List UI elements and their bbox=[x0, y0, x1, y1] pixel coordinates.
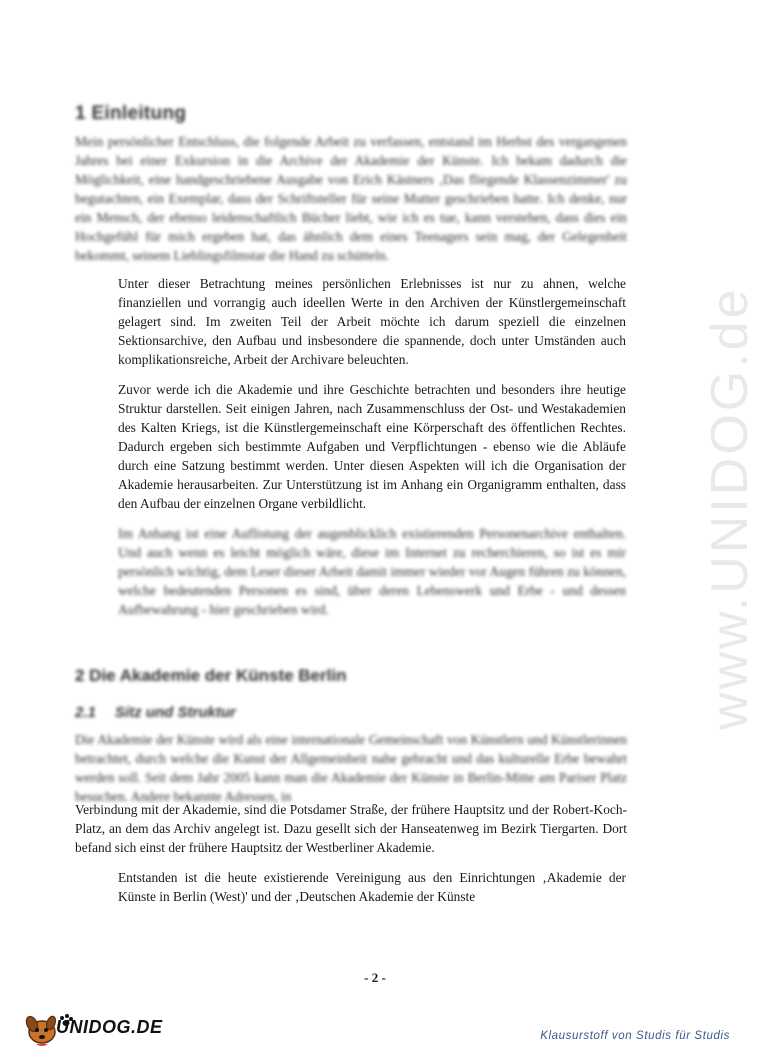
section-2-paragraph-1: Verbindung mit der Akademie, sind die Potsdamer Straße, der frühere Hauptsitz und der Robert-Koch-Platz, an dem das Archiv angelegt ist. Dazu gesellt sich der Hanseatenweg im Bezirk Tiergarten. Dort befand sich einst der frühere Hauptsitz der Westberliner Akademie. bbox=[75, 802, 627, 855]
section-1-heading: 1 Einleitung bbox=[75, 103, 187, 124]
section-2-heading: 2 Die Akademie der Künste Berlin bbox=[75, 666, 347, 685]
page-number: - 2 - bbox=[364, 970, 386, 985]
intro-paragraph: Mein persönlicher Entschluss, die folgende Arbeit zu verfassen, entstand im Herbst des vergangenen Jahres bei einer Exkursion in die Archive der Akademie der Künste. Ich bekam dadurch die Möglichkeit, eine handgeschriebene Ausgabe von Erich Kästners ‚Das fliegende Klassenzimmer' zu begutachten, ein Exemplar, dass der Schriftsteller für seine Mutter geschrieben hatte. Ich denke, nur ein Mensch, der ebenso leidenschaftlich Bücher liebt, wie ich es tue, kann verstehen, dass dies ein Hochgefühl für mich ergeben hat, das ähnlich dem eines Teenagers sein mag, der Gelegenheit bekommt, seinem Lieblingsfilmstar die Hand zu schütteln. bbox=[75, 134, 627, 263]
site-watermark: www.UNIDOG.de bbox=[701, 286, 759, 730]
subsection-title: Sitz und Struktur bbox=[115, 704, 236, 721]
section-1-paragraph-2: Zuvor werde ich die Akademie und ihre Geschichte betrachten und besonders ihre heutige Struktur darstellen. Seit einigen Jahren, nach Zusammenschluss der Ost- und Westakademien des Kalten Kriegs, ist die Künstlergemeinschaft eine Körperschaft des öffentlichen Rechtes. Dadurch ergeben sich bestimmte Aufgaben und Verpflichtungen - ebenso wie die Abläufe durch eine Satzung bestimmt werden. Unter diesen Aspekten will ich die Organisation der Akademie herausarbeiten. Zur Unterstützung ist im Anhang ein Organigramm enthalten, dass den Aufbau der einzelnen Organe verbildlicht. bbox=[118, 382, 626, 511]
section-2-paragraph-2: Entstanden ist die heute existierende Vereinigung aus den Einrichtungen ‚Akademie der Künste in Berlin (West)' und der ‚Deutschen Akademie der Künste bbox=[118, 870, 626, 904]
section-2-paragraph-1-blurred: Die Akademie der Künste wird als eine internationale Gemeinschaft von Künstlern und Künstlerinnen betrachtet, durch welche die Kunst der Allgemeinheit nahe gebracht und das kulturelle Erbe bewahrt werden soll. Seit dem Jahr 2005 kann man die Akademie der Künste in Berlin-Mitte am Pariser Platz besuchen. Andere bekannte Adressen, in bbox=[75, 732, 627, 804]
footer-tagline: Klausurstoff von Studis für Studis bbox=[540, 1030, 730, 1042]
section-1-paragraph-1: Unter dieser Betrachtung meines persönlichen Erlebnisses ist nur zu ahnen, welche finanziellen und vorrangig auch ideellen Werte in den Archiven der Künstlergemeinschaft gelagert sind. Im zweiten Teil der Arbeit möchte ich darum speziell die einzelnen Sektionsarchive, den Aufbau und insbesondere die spannende, doch unter Umständen auch komplikationsreiche, Arbeit der Archivare beleuchten. bbox=[118, 276, 626, 367]
subsection-number: 2.1 bbox=[75, 704, 96, 721]
subsection-2-1-heading bbox=[75, 704, 236, 721]
logo-text: UNIDOG.DE bbox=[56, 1017, 163, 1037]
section-1-paragraph-3: Im Anhang ist eine Auflistung der augenblicklich existierenden Personenarchive enthalten. Und auch wenn es leicht möglich wäre, diese im Internet zu recherchieren, so ist es mir persönlich wichtig, dem Leser dieser Arbeit damit immer wieder vor Augen führen zu können, welche bedeutenden Personen es sind, über deren Lebenswerk und Erbe - und dessen Aufbewahrung - hier geschrieben wird. bbox=[118, 526, 626, 617]
